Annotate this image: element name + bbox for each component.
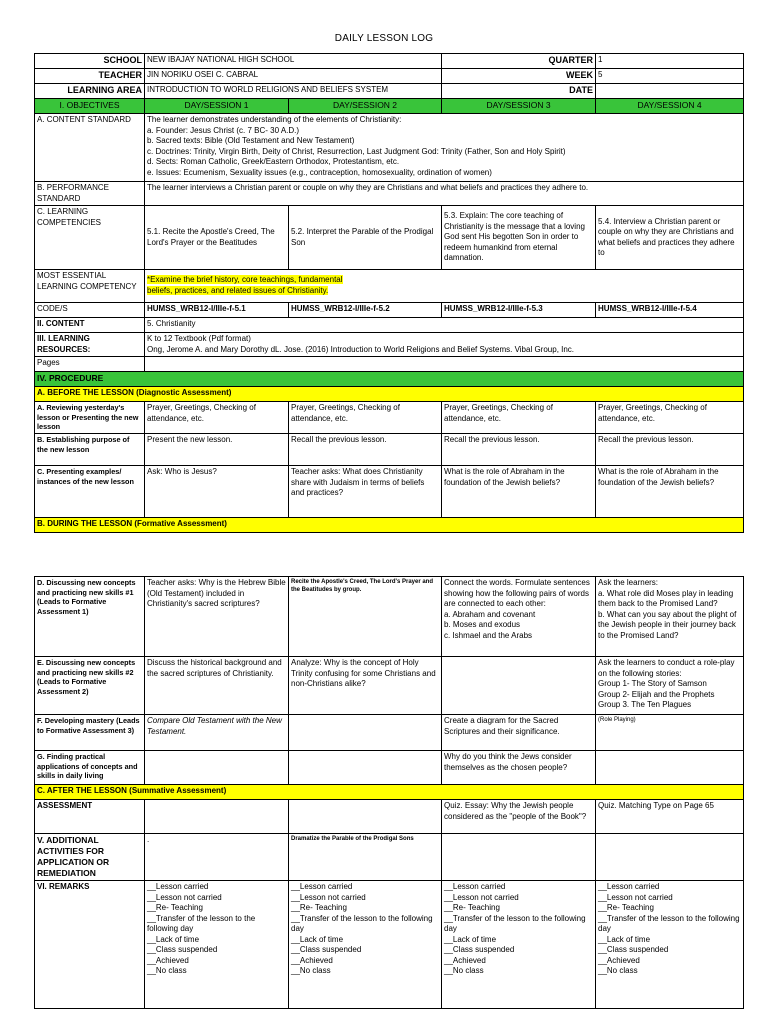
row-g-session-4 — [596, 751, 744, 785]
pages-value — [145, 357, 744, 372]
page-title: DAILY LESSON LOG — [334, 33, 434, 44]
lesson-log-table-bottom — [34, 576, 744, 1009]
during-lesson-header: B. DURING THE LESSON (Formative Assessment) — [35, 518, 744, 533]
learning-resources-label: III. LEARNING RESOURCES: — [35, 333, 145, 357]
assessment-session-4: Quiz. Matching Type on Page 65 — [596, 800, 744, 834]
row-b-session-2: Recall the previous lesson. — [289, 434, 442, 466]
row-d-session-2: Recite the Apostle's Creed, The Lord's Prayer and the Beatitudes by group. — [289, 577, 442, 657]
row-a-label: A. Reviewing yesterday's lesson or Presenting the new lesson — [35, 402, 145, 434]
row-c-session-2: Teacher asks: What does Christianity share with Judaism in terms of beliefs and practices? — [289, 466, 442, 518]
assessment-session-2 — [289, 800, 442, 834]
remarks-session-3: __Lesson carried __Lesson not carried __Re- Teaching __Transfer of the lesson to the following day __Lack of time __Class suspended __Achieved __No class — [442, 881, 596, 1009]
row-g-label: G. Finding practical applications of concepts and skills in daily living — [35, 751, 145, 785]
objectives-header: I. OBJECTIVES — [35, 99, 145, 114]
codes-label: CODE/S — [35, 303, 145, 318]
row-e-session-1: Discuss the historical background and the sacred scriptures of Christianity. — [145, 657, 289, 715]
performance-standard-label: B. PERFORMANCE STANDARD — [35, 182, 145, 206]
additional-session-4 — [596, 834, 744, 881]
competency-1: 5.1. Recite the Apostle's Creed, The Lord's Prayer or the Beatitudes — [145, 206, 289, 270]
lesson-log-table-top — [34, 53, 744, 533]
content-standard-label: A. CONTENT STANDARD — [35, 114, 145, 182]
code-3: HUMSS_WRB12-I/IIIe-f-5.3 — [442, 303, 596, 318]
teacher-label: TEACHER — [35, 69, 145, 84]
learning-area-value: INTRODUCTION TO WORLD RELIGIONS AND BELIEFS SYSTEM — [145, 84, 442, 99]
row-b-session-1: Present the new lesson. — [145, 434, 289, 466]
row-a-session-3: Prayer, Greetings, Checking of attendance, etc. — [442, 402, 596, 434]
after-lesson-header: C. AFTER THE LESSON (Summative Assessment) — [35, 785, 744, 800]
row-d-session-4: Ask the learners: a. What role did Moses play in leading them back to the Promised Land? b. What can you say about the plight of the Jewish people in their journey back to the Promised Land? — [596, 577, 744, 657]
date-label: DATE — [442, 84, 596, 99]
code-4: HUMSS_WRB12-I/IIIe-f-5.4 — [596, 303, 744, 318]
row-b-label: B. Establishing purpose of the new lesson — [35, 434, 145, 466]
melc-text: *Examine the brief history, core teachings, fundamental beliefs, practices, and related issues of Christianity. — [145, 270, 744, 303]
remarks-session-4: __Lesson carried __Lesson not carried __Re- Teaching __Transfer of the lesson to the following day __Lack of time __Class suspended __Achieved __No class — [596, 881, 744, 1009]
additional-activities-label: V. ADDITIONAL ACTIVITIES FOR APPLICATION OR REMEDIATION — [35, 834, 145, 881]
row-f-session-3: Create a diagram for the Sacred Scriptures and their significance. — [442, 715, 596, 751]
additional-session-2: Dramatize the Parable of the Prodigal Sons — [289, 834, 442, 881]
session-4-header: DAY/SESSION 4 — [596, 99, 744, 114]
row-e-session-3 — [442, 657, 596, 715]
before-lesson-header: A. BEFORE THE LESSON (Diagnostic Assessment) — [35, 387, 744, 402]
additional-session-1: . — [145, 834, 289, 881]
row-f-session-1: Compare Old Testament with the New Testament. — [145, 715, 289, 751]
row-b-session-3: Recall the previous lesson. — [442, 434, 596, 466]
row-d-session-3: Connect the words. Formulate sentences showing how the following pairs of words are connected to each other: a. Abraham and covenant b. Moses and exodus c. Ishmael and the Arabs — [442, 577, 596, 657]
row-a-session-2: Prayer, Greetings, Checking of attendance, etc. — [289, 402, 442, 434]
row-c-session-4: What is the role of Abraham in the foundation of the Jewish beliefs? — [596, 466, 744, 518]
competency-3: 5.3. Explain: The core teaching of Christianity is the message that a loving God sent His begotten Son in order to redeem humankind from eternal damnation. — [442, 206, 596, 270]
procedure-header: IV. PROCEDURE — [35, 372, 744, 387]
code-2: HUMSS_WRB12-I/IIIe-f-5.2 — [289, 303, 442, 318]
school-label: SCHOOL — [35, 54, 145, 69]
row-e-label: E. Discussing new concepts and practicing new skills #2 (Leads to Formative Assessment 2) — [35, 657, 145, 715]
row-g-session-3: Why do you think the Jews consider themselves as the chosen people? — [442, 751, 596, 785]
code-1: HUMSS_WRB12-I/IIIe-f-5.1 — [145, 303, 289, 318]
assessment-label: ASSESSMENT — [35, 800, 145, 834]
row-f-label: F. Developing mastery (Leads to Formative Assessment 3) — [35, 715, 145, 751]
melc-label: MOST ESSENTIAL LEARNING COMPETENCY — [35, 270, 145, 303]
quarter-value: 1 — [596, 54, 744, 69]
date-value — [596, 84, 744, 99]
pages-label: Pages — [35, 357, 145, 372]
assessment-session-1 — [145, 800, 289, 834]
content-label: II. CONTENT — [35, 318, 145, 333]
week-value: 5 — [596, 69, 744, 84]
learning-resources-text: K to 12 Textbook (Pdf format) Ong, Jerome A. and Mary Dorothy dL. Jose. (2016) Introduction to World Religions and Belief Systems. Vibal Group, Inc. — [145, 333, 744, 357]
quarter-label: QUARTER — [442, 54, 596, 69]
school-value: NEW IBAJAY NATIONAL HIGH SCHOOL — [145, 54, 442, 69]
row-c-session-3: What is the role of Abraham in the foundation of the Jewish beliefs? — [442, 466, 596, 518]
teacher-value: JIN NORIKU OSEI C. CABRAL — [145, 69, 442, 84]
row-g-session-2 — [289, 751, 442, 785]
row-b-session-4: Recall the previous lesson. — [596, 434, 744, 466]
row-d-session-1: Teacher asks: Why is the Hebrew Bible (Old Testament) included in Christianity's sacred scriptures? — [145, 577, 289, 657]
assessment-session-3: Quiz. Essay: Why the Jewish people considered as the "people of the Book"? — [442, 800, 596, 834]
content-standard-text: The learner demonstrates understanding of the elements of Christianity: a. Founder: Jesus Christ (c. 7 BC- 30 A.D.) b. Sacred texts: Bible (Old Testament and New Testament) c. Doctrines: Trinity, Virgin Birth, Deity of Christ, Resurrection, Last Judgment God: Trinity (Father, Son and Holy Spirit) d. Sects: Roman Catholic, Greek/Eastern Orthodox, Protestantism, etc. e. Issues: Ecumenism, Sexuality issues (e.g., contraception, homosexuality, ordination of women) — [145, 114, 744, 182]
session-2-header: DAY/SESSION 2 — [289, 99, 442, 114]
learning-competencies-label: C. LEARNING COMPETENCIES — [35, 206, 145, 270]
learning-area-label: LEARNING AREA — [35, 84, 145, 99]
row-g-session-1 — [145, 751, 289, 785]
row-a-session-4: Prayer, Greetings, Checking of attendance, etc. — [596, 402, 744, 434]
row-c-label: C. Presenting examples/ instances of the new lesson — [35, 466, 145, 518]
content-text: 5. Christianity — [145, 318, 744, 333]
performance-standard-text: The learner interviews a Christian parent or couple on why they are Christians and what beliefs and practices they adhere to. — [145, 182, 744, 206]
row-f-session-2 — [289, 715, 442, 751]
remarks-session-2: __Lesson carried __Lesson not carried __Re- Teaching __Transfer of the lesson to the following day __Lack of time __Class suspended __Achieved __No class — [289, 881, 442, 1009]
row-d-label: D. Discussing new concepts and practicing new skills #1 (Leads to Formative Assessment 1) — [35, 577, 145, 657]
row-c-session-1: Ask: Who is Jesus? — [145, 466, 289, 518]
session-1-header: DAY/SESSION 1 — [145, 99, 289, 114]
row-a-session-1: Prayer, Greetings, Checking of attendance, etc. — [145, 402, 289, 434]
remarks-label: VI. REMARKS — [35, 881, 145, 1009]
additional-session-3 — [442, 834, 596, 881]
competency-4: 5.4. Interview a Christian parent or couple on why they are Christians and what beliefs and practices they adhere to — [596, 206, 744, 270]
competency-2: 5.2. Interpret the Parable of the Prodigal Son — [289, 206, 442, 270]
row-f-session-4: (Role Playing) — [596, 715, 744, 751]
row-e-session-2: Analyze: Why is the concept of Holy Trinity confusing for some Christians and non-Christians alike? — [289, 657, 442, 715]
week-label: WEEK — [442, 69, 596, 84]
session-3-header: DAY/SESSION 3 — [442, 99, 596, 114]
row-e-session-4: Ask the learners to conduct a role-play on the following stories: Group 1- The Story of Samson Group 2- Elijah and the Prophets Group 3. The Ten Plagues — [596, 657, 744, 715]
remarks-session-1: __Lesson carried __Lesson not carried __Re- Teaching __Transfer of the lesson to the following day __Lack of time __Class suspended __Achieved __No class — [145, 881, 289, 1009]
